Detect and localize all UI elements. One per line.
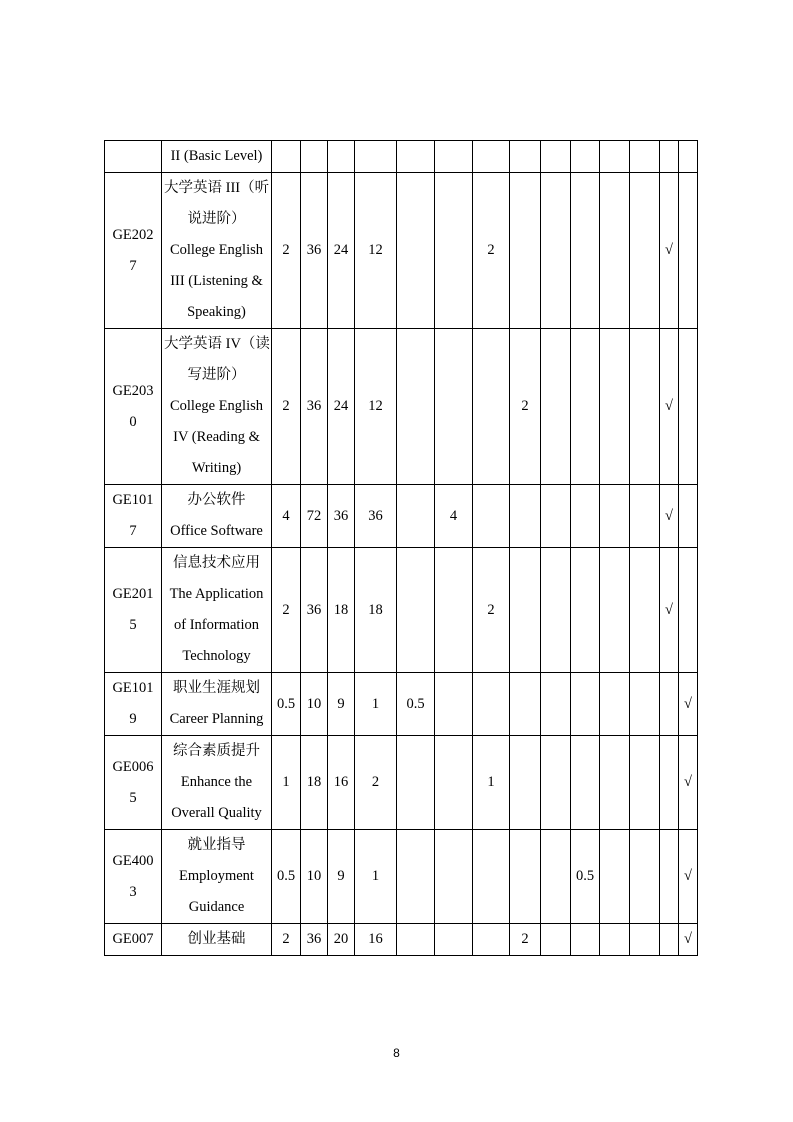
table-cell: √ <box>660 329 679 485</box>
table-cell: 9 <box>328 673 355 736</box>
table-cell <box>571 924 600 956</box>
table-cell: 16 <box>355 924 397 956</box>
table-cell <box>600 924 630 956</box>
table-cell <box>630 736 660 830</box>
table-cell <box>435 736 473 830</box>
table-cell <box>600 141 630 173</box>
course-code-line: GE203 <box>112 382 154 399</box>
table-cell: √ <box>679 830 698 924</box>
table-cell: 9 <box>328 830 355 924</box>
course-name-cell <box>162 329 272 485</box>
table-cell <box>571 173 600 329</box>
course-name-line: Overall Quality <box>171 805 262 821</box>
course-name-cell <box>162 830 272 924</box>
table-cell <box>473 141 510 173</box>
table-cell: 1 <box>272 736 301 830</box>
course-name-line: Speaking) <box>187 304 246 320</box>
table-cell <box>660 673 679 736</box>
course-code-cell <box>105 736 162 830</box>
course-name-cell <box>162 924 272 956</box>
table-row <box>105 830 698 924</box>
course-name-line: 创业基础 <box>187 931 246 947</box>
table-cell <box>660 736 679 830</box>
table-cell: 2 <box>272 924 301 956</box>
course-name-line: Career Planning <box>169 711 264 727</box>
course-name-cell <box>162 141 272 173</box>
table-cell: √ <box>679 736 698 830</box>
table-cell <box>510 673 541 736</box>
table-cell <box>541 924 571 956</box>
table-cell <box>541 329 571 485</box>
table-row <box>105 141 698 173</box>
table-cell <box>679 485 698 548</box>
table-cell <box>510 548 541 673</box>
course-code-cell <box>105 830 162 924</box>
table-cell <box>397 141 435 173</box>
table-cell: 0.5 <box>571 830 600 924</box>
table-row <box>105 173 698 329</box>
table-cell <box>435 141 473 173</box>
course-name-line: 信息技术应用 <box>173 555 260 571</box>
course-code-cell <box>105 141 162 173</box>
table-cell <box>600 548 630 673</box>
course-code-cell <box>105 924 162 956</box>
table-cell <box>510 485 541 548</box>
table-cell <box>600 830 630 924</box>
course-name-line: 综合素质提升 <box>173 743 260 759</box>
table-cell: 18 <box>355 548 397 673</box>
table-cell <box>630 673 660 736</box>
table-cell <box>397 736 435 830</box>
table-cell <box>473 329 510 485</box>
table-cell <box>679 329 698 485</box>
table-cell <box>630 924 660 956</box>
table-cell: √ <box>679 673 698 736</box>
table-cell <box>541 485 571 548</box>
table-cell: 2 <box>510 924 541 956</box>
table-cell: 16 <box>328 736 355 830</box>
course-code-line: GE101 <box>112 492 154 508</box>
table-cell: 2 <box>272 173 301 329</box>
table-cell: 12 <box>355 329 397 485</box>
table-cell: √ <box>679 924 698 956</box>
table-cell <box>435 548 473 673</box>
course-name-line: Employment <box>179 868 254 884</box>
table-cell <box>600 736 630 830</box>
table-cell <box>541 173 571 329</box>
course-name-line: College English <box>169 398 264 414</box>
table-cell <box>660 141 679 173</box>
table-cell <box>435 673 473 736</box>
course-code-line: GE202 <box>112 226 154 243</box>
course-code-line: GE201 <box>112 586 154 602</box>
table-cell: 10 <box>301 830 328 924</box>
table-cell <box>660 924 679 956</box>
table-cell <box>435 830 473 924</box>
table-cell: 1 <box>355 830 397 924</box>
table-cell: 2 <box>473 548 510 673</box>
table-row <box>105 329 698 485</box>
table-cell <box>541 830 571 924</box>
table-cell: √ <box>660 173 679 329</box>
table-cell <box>397 329 435 485</box>
table-cell <box>600 329 630 485</box>
table-cell: 1 <box>355 673 397 736</box>
course-code-line: 5 <box>129 617 137 633</box>
table-cell <box>571 548 600 673</box>
table-row <box>105 548 698 673</box>
course-code-line: 5 <box>129 789 137 806</box>
table-cell <box>571 736 600 830</box>
table-cell: 36 <box>301 924 328 956</box>
table-cell <box>435 173 473 329</box>
course-name-line: 就业指导 <box>187 837 246 853</box>
table-cell: 12 <box>355 173 397 329</box>
table-cell <box>600 673 630 736</box>
table-row <box>105 736 698 830</box>
table-cell <box>679 548 698 673</box>
course-name-cell <box>162 548 272 673</box>
table-cell: 2 <box>510 329 541 485</box>
course-code-line: 7 <box>129 523 137 539</box>
table-cell <box>630 830 660 924</box>
table-cell <box>473 673 510 736</box>
table-cell: 36 <box>301 173 328 329</box>
table-cell <box>510 173 541 329</box>
table-cell: 0.5 <box>397 673 435 736</box>
table-cell <box>328 141 355 173</box>
course-code-cell <box>105 173 162 329</box>
table-cell <box>355 141 397 173</box>
table-cell <box>272 141 301 173</box>
table-cell <box>435 329 473 485</box>
table-cell <box>630 485 660 548</box>
table-cell: 18 <box>301 736 328 830</box>
course-code-line: GE101 <box>112 680 154 696</box>
table-cell: 2 <box>355 736 397 830</box>
table-cell <box>630 548 660 673</box>
table-cell <box>571 485 600 548</box>
table-cell <box>435 924 473 956</box>
course-name-line: 职业生涯规划 <box>173 680 260 696</box>
table-cell <box>630 173 660 329</box>
course-name-cell <box>162 673 272 736</box>
table-cell: 72 <box>301 485 328 548</box>
course-name-line: IV (Reading & <box>173 429 260 445</box>
course-name-line: Enhance the <box>180 774 253 790</box>
table-cell: 10 <box>301 673 328 736</box>
table-cell: 36 <box>355 485 397 548</box>
table-cell <box>397 173 435 329</box>
course-code-line: GE007 <box>112 931 154 947</box>
table-cell <box>510 830 541 924</box>
table-cell: √ <box>660 485 679 548</box>
table-cell <box>660 830 679 924</box>
table-cell <box>679 141 698 173</box>
course-name-cell <box>162 173 272 329</box>
table-cell: 36 <box>301 548 328 673</box>
course-name-line: of Information <box>174 617 259 633</box>
table-cell <box>473 485 510 548</box>
table-cell <box>600 173 630 329</box>
table-cell: 20 <box>328 924 355 956</box>
course-name-line: 写进阶） <box>187 367 246 383</box>
course-name-line: III (Listening & <box>170 273 263 289</box>
table-cell: 36 <box>301 329 328 485</box>
course-name-line: 大学英语 IV（读 <box>164 336 270 352</box>
table-cell <box>397 830 435 924</box>
course-name-cell <box>162 736 272 830</box>
table-cell <box>630 141 660 173</box>
page-number: 8 <box>393 1046 400 1060</box>
course-code-line: 7 <box>129 257 137 274</box>
table-cell: 2 <box>272 548 301 673</box>
table-cell <box>600 485 630 548</box>
table-cell <box>541 141 571 173</box>
course-code-line: GE006 <box>112 758 154 775</box>
course-name-line: 大学英语 III（听 <box>164 180 270 196</box>
table-cell <box>541 548 571 673</box>
table-cell <box>630 329 660 485</box>
course-name-line: 办公软件 <box>187 492 246 508</box>
table-cell: 24 <box>328 329 355 485</box>
table-row <box>105 485 698 548</box>
course-name-line: Office Software <box>170 523 263 539</box>
table-body <box>105 141 698 956</box>
course-code-cell <box>105 673 162 736</box>
table-cell: 4 <box>272 485 301 548</box>
table-cell <box>510 141 541 173</box>
table-row <box>105 673 698 736</box>
table-cell <box>571 329 600 485</box>
table-cell <box>541 736 571 830</box>
course-name-line: 说进阶） <box>187 211 246 227</box>
table-cell: 1 <box>473 736 510 830</box>
table-cell: 2 <box>272 329 301 485</box>
course-table <box>104 140 698 956</box>
course-code-line: 9 <box>129 711 137 727</box>
course-code-line: GE400 <box>112 852 154 869</box>
table-cell <box>510 736 541 830</box>
course-code-line: 0 <box>129 413 137 430</box>
course-code-cell <box>105 329 162 485</box>
table-cell: 0.5 <box>272 673 301 736</box>
table-cell: 36 <box>328 485 355 548</box>
table-cell: 24 <box>328 173 355 329</box>
course-name-cell <box>162 485 272 548</box>
course-code-cell <box>105 485 162 548</box>
table-cell <box>397 548 435 673</box>
table-cell <box>571 673 600 736</box>
table-cell <box>473 830 510 924</box>
table-cell <box>473 924 510 956</box>
table-cell <box>679 173 698 329</box>
course-name-line: The Application <box>169 586 264 602</box>
table-row <box>105 924 698 956</box>
course-name-line: Writing) <box>191 460 242 476</box>
table-cell: 2 <box>473 173 510 329</box>
course-name-line: College English <box>169 242 264 258</box>
course-code-line: 3 <box>129 883 137 900</box>
table-cell <box>397 924 435 956</box>
course-name-line: Technology <box>182 648 251 664</box>
table-cell: 0.5 <box>272 830 301 924</box>
course-name-line: Guidance <box>188 899 245 915</box>
table-cell: 4 <box>435 485 473 548</box>
course-name-line: II (Basic Level) <box>170 148 263 164</box>
table-cell: 18 <box>328 548 355 673</box>
table-cell: √ <box>660 548 679 673</box>
course-code-cell <box>105 548 162 673</box>
table-cell <box>541 673 571 736</box>
table-cell <box>571 141 600 173</box>
table-cell <box>301 141 328 173</box>
table-cell <box>397 485 435 548</box>
